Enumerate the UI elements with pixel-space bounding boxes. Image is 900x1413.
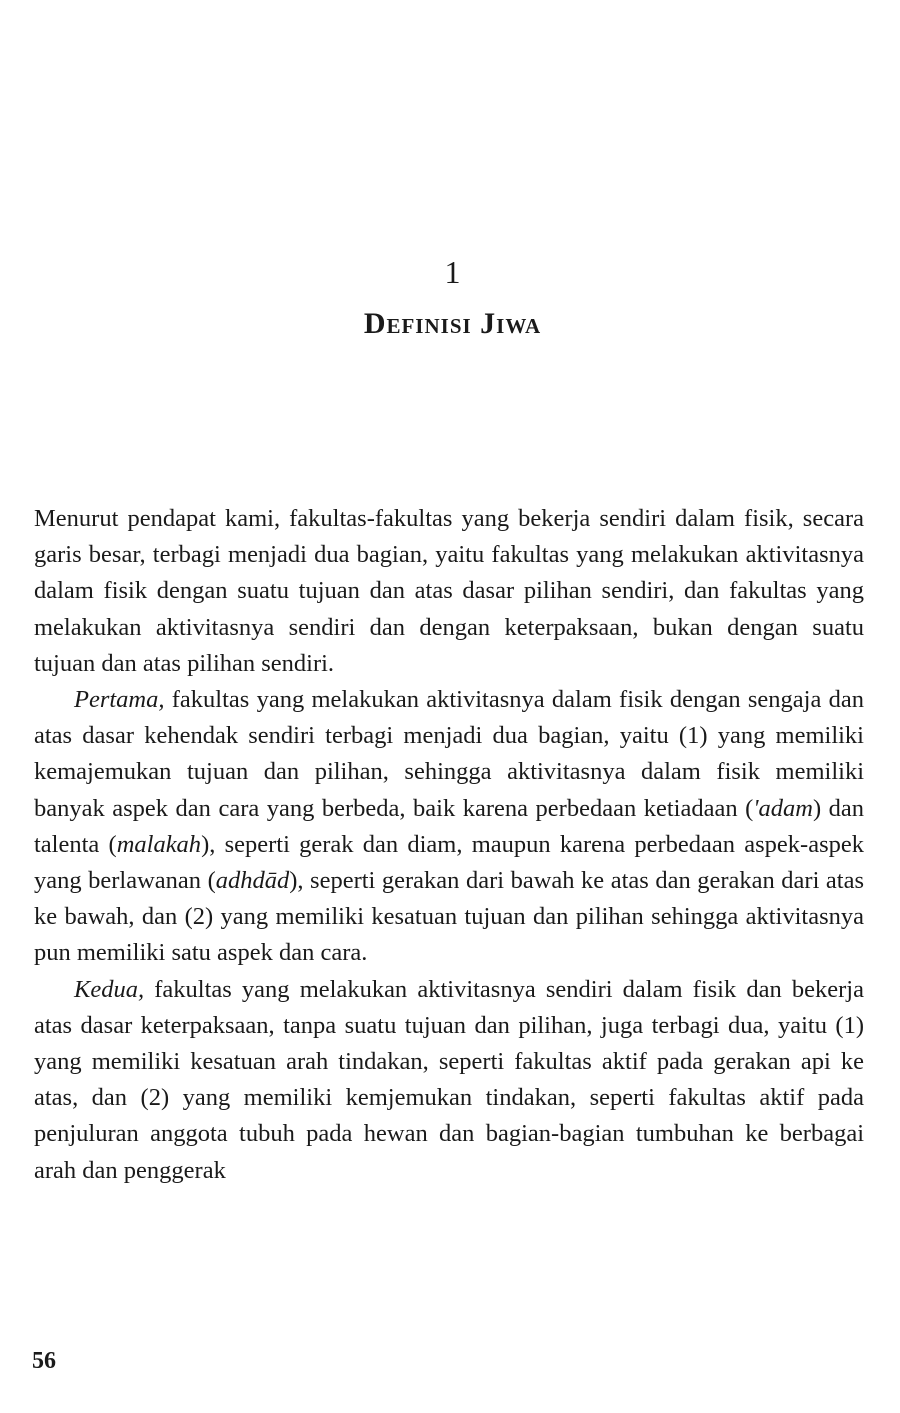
paragraph-text: fakultas yang melakukan aktivitasnya dalam fisik dengan sengaja dan atas dasar kehendak sendiri terbagi menjadi dua bagian, yaitu (1) yang memiliki kemajemukan tujuan dan pilihan, sehingga aktivitasnya dalam fisik memiliki banyak aspek dan cara yang berbeda, baik karena perbedaan ketiadaan ( xyxy=(34,686,864,822)
paragraph-text: ), seperti gerakan dari bawah ke atas dan gerakan dari atas ke bawah, dan (2) yang memiliki kesatuan tujuan dan pilihan sehingga aktivitasnya pun memiliki satu aspek dan cara. xyxy=(34,867,864,967)
paragraph-text: ) dan talenta ( xyxy=(34,794,864,858)
paragraph-text: fakultas yang melakukan aktivitasnya sendiri dalam fisik dan bekerja atas dasar keterpaksaan, tanpa suatu tujuan dan pilihan, juga terbagi dua, yaitu (1) yang memiliki kesatuan arah tindakan, seperti fakultas aktif pada gerakan api ke atas, dan (2) yang memiliki kemjemukan tindakan, seperti fakultas aktif pada penjuluran anggota tubuh pada hewan dan bagian-bagian tumbuhan ke berbagai arah dan penggerak xyxy=(34,975,864,1184)
chapter-number: 1 xyxy=(444,254,461,290)
arabic-term: malakah xyxy=(116,830,202,858)
paragraph-text: ), seperti gerak dan diam, maupun karena perbedaan aspek-aspek yang berlawanan ( xyxy=(34,830,865,895)
arabic-term: adhdād xyxy=(215,867,290,895)
paragraph-intro: Menurut pendapat kami, fakultas-fakultas yang bekerja sendiri dalam fisik, secara garis besar, terbagi menjadi dua bagian, yaitu fakultas yang melakukan aktivitasnya dalam fisik dengan suatu tujuan dan atas dasar pilihan sendiri, dan fakultas yang melakukan aktivitasnya sendiri dan dengan keterpaksaan, bukan dengan suatu tujuan dan atas pilihan sendiri. xyxy=(34,505,864,677)
paragraph-pertama xyxy=(34,682,864,972)
chapter-title: Definisi Jiwa xyxy=(363,307,542,340)
paragraph-lead-term: Pertama, xyxy=(74,686,165,714)
paragraph-lead-term: Kedua, xyxy=(74,975,145,1003)
paragraph-kedua xyxy=(34,972,864,1189)
chapter-body xyxy=(34,501,864,1189)
page-number: 56 xyxy=(32,1348,56,1374)
arabic-term: 'adam xyxy=(753,794,813,822)
